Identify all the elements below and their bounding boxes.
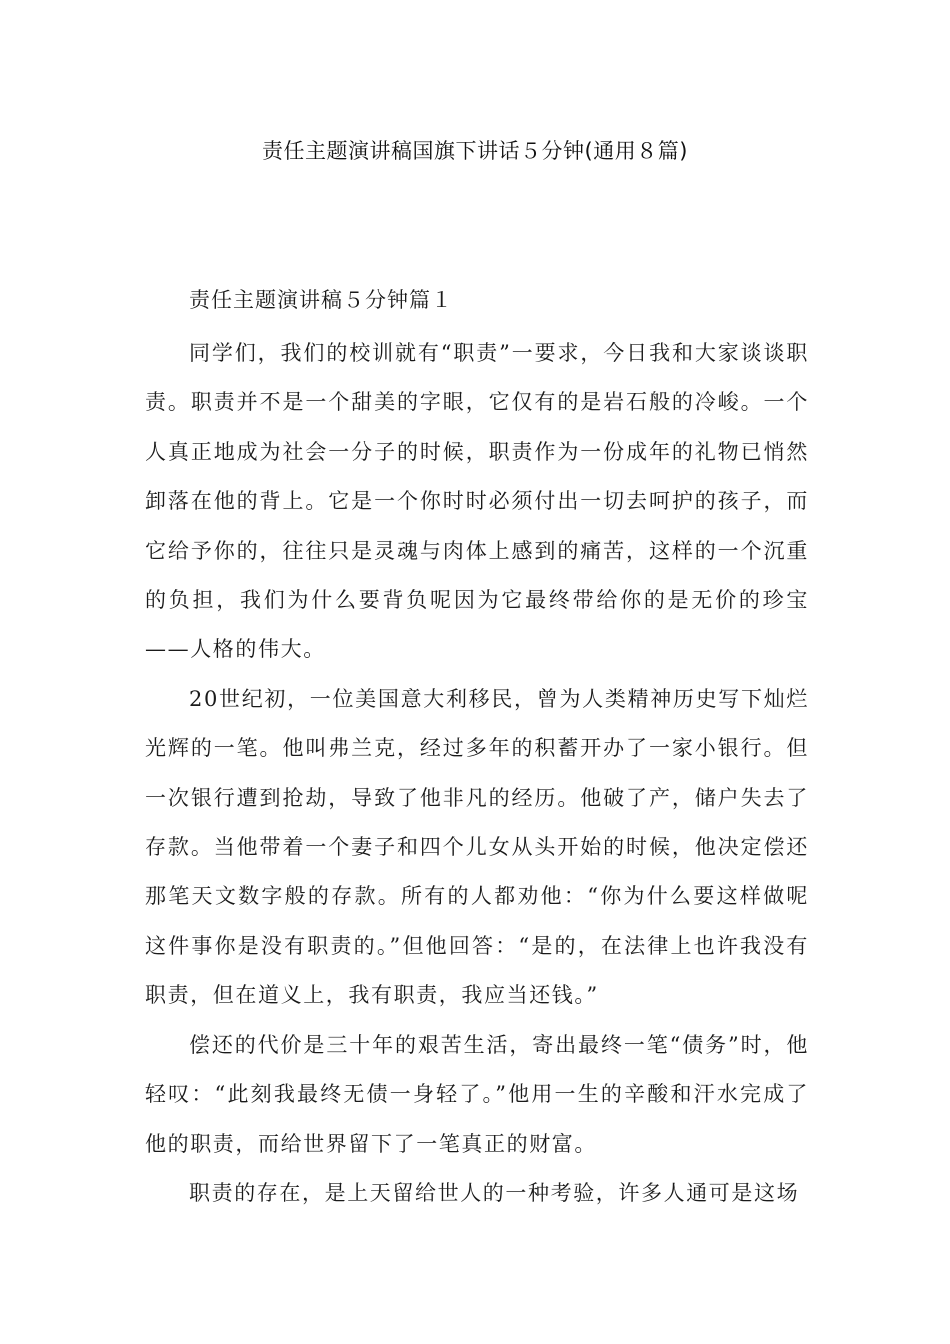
section-heading: 责任主题演讲稿５分钟篇１ bbox=[189, 288, 453, 312]
paragraph-4: 职责的存在，是上天留给世人的一种考验，许多人通可是这场 bbox=[189, 1180, 800, 1205]
document-title: 责任主题演讲稿国旗下讲话５分钟(通用８篇) bbox=[262, 139, 688, 163]
paragraph-1: 同学们，我们的校训就有“职责”一要求，今日我和大家谈谈职责。职责并不是一个甜美的字眼，它仅有的是岩石般的冷峻。一个人真正地成为社会一分子的时候，职责作为一份成年的礼物已悄然卸落在他的背上。它是一个你时时必须付出一切去呵护的孩子，而它给予你的，往往只是灵魂与肉体上感到的痛苦，这样的一个沉重的负担，我们为什么要背负呢因为它最终带给你的是无价的珍宝——人格的伟大。 bbox=[145, 341, 809, 662]
paragraph-2: 20世纪初，一位美国意大利移民，曾为人类精神历史写下灿烂光辉的一笔。他叫弗兰克，经过多年的积蓄开办了一家小银行。但一次银行遭到抢劫，导致了他非凡的经历。他破了产，储户失去了存款。当他带着一个妻子和四个儿女从头开始的时候，他决定偿还那笔天文数字般的存款。所有的人都劝他：“你为什么要这样做呢这件事你是没有职责的。”但他回答：“是的，在法律上也许我没有职责，但在道义上，我有职责，我应当还钱。” bbox=[145, 686, 809, 1008]
paragraph-3: 偿还的代价是三十年的艰苦生活，寄出最终一笔“债务”时，他轻叹：“此刻我最终无债一身轻了。”他用一生的辛酸和汗水完成了他的职责，而给世界留下了一笔真正的财富。 bbox=[145, 1032, 809, 1156]
document-body bbox=[145, 283, 809, 1218]
